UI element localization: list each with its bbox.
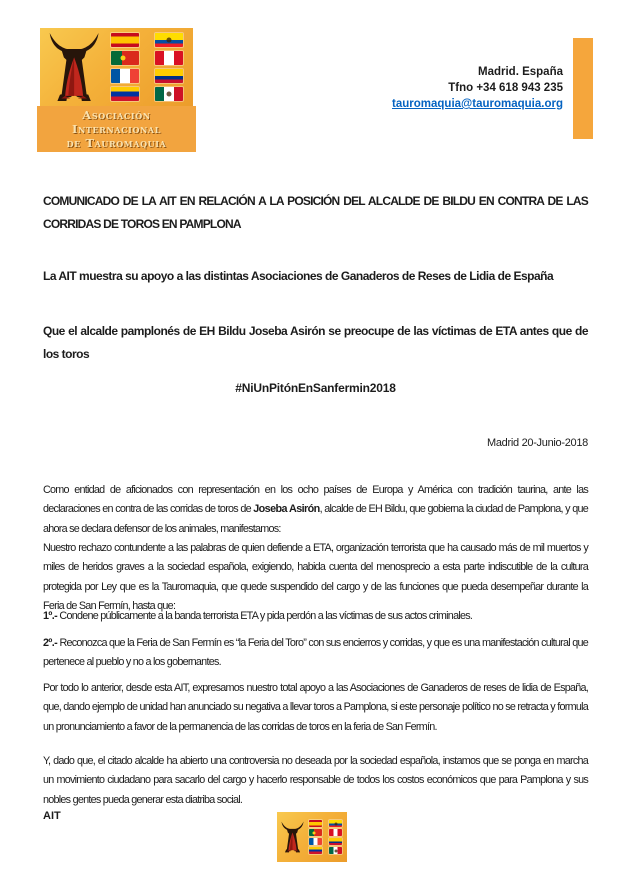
contact-phone: Tfno +34 618 943 235 [448, 82, 563, 94]
flag-france-icon [309, 838, 322, 845]
flag-mexico-icon [329, 847, 342, 854]
flag-spain-icon [309, 820, 322, 827]
flag-venezuela-icon [309, 847, 322, 854]
bull-with-cape-icon [278, 814, 307, 860]
demand-1-text: Condene públicamente a la banda terrorista ETA y pida perdón a las víctimas de sus actos criminales. [57, 610, 473, 622]
demand-item-2 [43, 634, 588, 673]
flag-colombia-icon [155, 69, 183, 83]
paragraph-closing: Y, dado que, el citado alcalde ha abierto una controversia no deseada por la sociedad española, instamos que se ponga en marcha un movimiento ciudadano para sacarlo del cargo y hacerlo responsable de todos los costos económicos que para Pamplona y sus nobles gentes pueda generar esta diatriba social. [43, 755, 588, 806]
flag-colombia-icon [329, 838, 342, 845]
flag-peru-icon [155, 51, 183, 65]
member-country-flags [106, 31, 188, 103]
dateline: Madrid 20-Junio-2018 [486, 437, 588, 449]
demand-item-1 [43, 607, 588, 626]
subhead-mayor: Que el alcalde pamplonés de EH Bildu Joseba Asirón se preocupe de las víctimas de ETA antes que de los toros [43, 324, 588, 361]
flag-venezuela-icon [111, 87, 139, 101]
paragraph-intro-text: Como entidad de aficionados con representación en los ocho países de Europa y América con tradición taurina, ante las declaraciones en contra de las corridas de toros de [43, 484, 588, 516]
mayor-name-bold: Joseba Asirón [253, 503, 320, 516]
bull-with-cape-icon [42, 31, 106, 103]
contact-block [392, 64, 563, 112]
ait-logo-footer-artwork [277, 812, 347, 862]
contact-location: Madrid. España [478, 66, 563, 78]
member-country-flags [307, 819, 344, 855]
association-name-band [37, 106, 196, 152]
signature-ait: AIT [43, 810, 61, 822]
orange-accent-bar [573, 38, 593, 139]
demand-2-text: Reconozca que la Feria de San Fermín es “la Feria del Toro” con sus encierros y corridas, y que es una manifestación cultural que pertenece al pueblo y no a los gobernantes. [43, 637, 588, 669]
paragraph-rejection: Nuestro rechazo contundente a las palabras de quien defiende a ETA, organización terrorista que ha causado más de mil muertos y miles de heridos graves a la sociedad española, exigiendo, habida cuenta del menosprecio a esta parte indiscutible de la cultura protegida por Ley que es la Tauromaquia, que quede suspendido del cargo y de las funciones que pueda desempeñar durante la Feria de San Fermín, hasta que: [43, 542, 588, 612]
ait-logo-footer [277, 812, 347, 862]
association-name-line: Asociación [82, 108, 151, 122]
demand-2-number: 2º.- [43, 637, 58, 649]
ait-logo [40, 28, 193, 152]
paragraph-intro [43, 481, 588, 539]
paragraph-intro-text: , alcalde de EH Bildu, que gobierna la ciudad de Pamplona, y que ahora se declara defensor de los animales, manifestamos: [43, 503, 588, 535]
headline: COMUNICADO DE LA AIT EN RELACIÓN A LA POSICIÓN DEL ALCALDE DE BILDU EN CONTRA DE LAS CORRIDAS DE TOROS EN PAMPLONA [43, 194, 588, 231]
flag-spain-icon [111, 33, 139, 47]
flag-france-icon [111, 69, 139, 83]
demand-1-number: 1º.- [43, 610, 58, 622]
association-name-line: de Tauromaquia [66, 136, 167, 150]
flag-ecuador-icon [155, 33, 183, 47]
subhead-support: La AIT muestra su apoyo a las distintas Asociaciones de Ganaderos de Reses de Lidia de España [43, 269, 554, 283]
hashtag: #NiUnPitónEnSanfermin2018 [235, 381, 396, 395]
contact-email-link[interactable]: tauromaquia@tauromaquia.org [392, 98, 563, 110]
flag-portugal-icon [111, 51, 139, 65]
flag-mexico-icon [155, 87, 183, 101]
association-name-line: Internacional [72, 122, 161, 136]
flag-peru-icon [329, 829, 342, 836]
paragraph-support: Por todo lo anterior, desde esta AIT, expresamos nuestro total apoyo a las Asociaciones de Ganaderos de reses de lidia de España, que, dando ejemplo de unidad han anunciado su negativa a llevar toros a Pamplona, si este personaje político no se retracta y formula un pronunciamiento a favor de la permanencia de las corridas de toros en la feria de San Fermín. [43, 682, 588, 733]
flag-portugal-icon [309, 829, 322, 836]
flag-ecuador-icon [329, 820, 342, 827]
ait-logo-artwork [40, 28, 193, 106]
